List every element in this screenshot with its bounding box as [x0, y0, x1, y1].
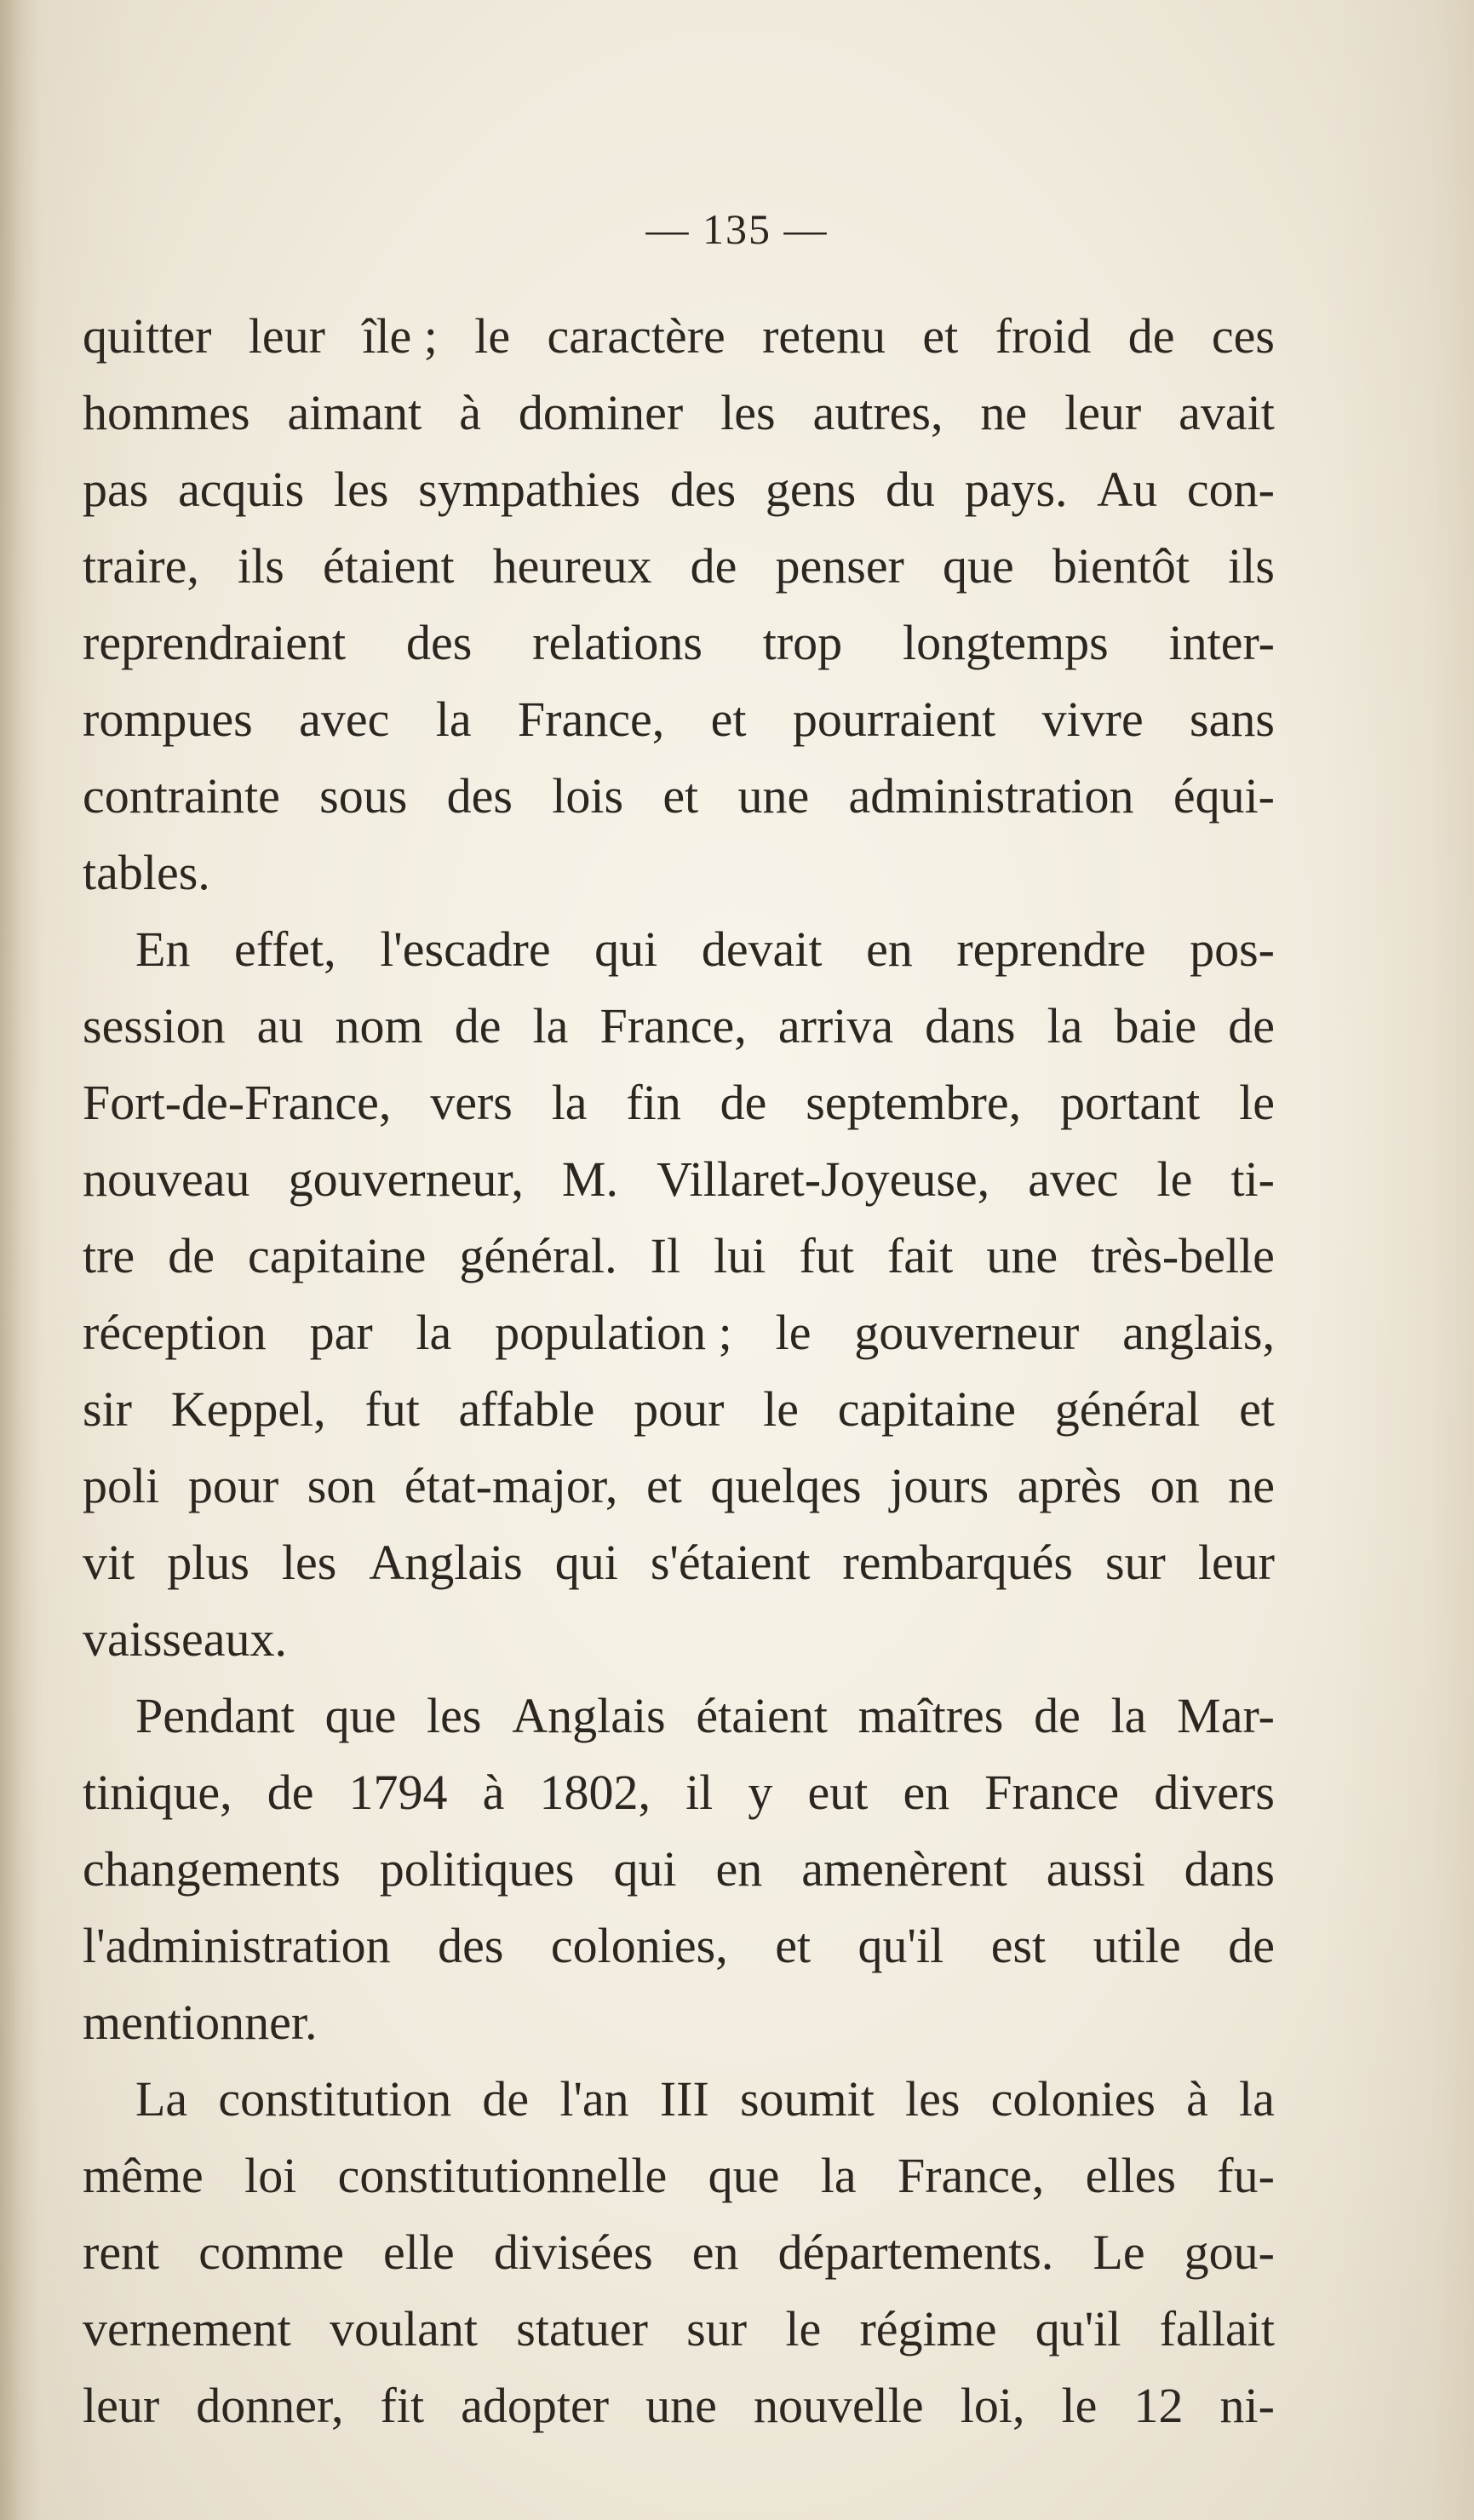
word: et [645, 1458, 682, 1513]
word: 1794 [348, 1765, 448, 1820]
word: Keppel, [170, 1381, 326, 1437]
word: la [1047, 998, 1083, 1053]
word: en [903, 1765, 950, 1820]
word: fin [626, 1075, 681, 1130]
word: voulant [330, 2301, 479, 2356]
word: une [737, 768, 810, 824]
word: Fort-de-France, [83, 1075, 392, 1130]
word: devait [701, 921, 823, 977]
word: eut [807, 1765, 869, 1820]
word: vaisseaux. [83, 1611, 287, 1667]
word: fit [380, 2378, 425, 2433]
word: sans [1190, 692, 1275, 747]
word: pour [634, 1381, 725, 1437]
word: des [446, 768, 513, 824]
word: vit [83, 1535, 135, 1590]
word: le [1156, 1151, 1193, 1207]
word: que [943, 538, 1014, 594]
word: maîtres [857, 1688, 1004, 1743]
word: loi, [960, 2378, 1025, 2433]
word: con- [1186, 462, 1275, 517]
word: le [1239, 1075, 1275, 1130]
word: leur [248, 308, 325, 364]
word: reprendraient [83, 615, 347, 670]
word: leur [83, 2378, 160, 2433]
word: fut [364, 1381, 420, 1437]
word: ti- [1230, 1151, 1275, 1207]
word: fallait [1159, 2301, 1275, 2356]
word: île ; [362, 308, 438, 364]
word: baie [1114, 998, 1197, 1053]
word: gou- [1184, 2224, 1275, 2280]
word: vers [430, 1075, 513, 1130]
word: en [866, 921, 913, 977]
word: et [775, 1918, 812, 1973]
word: elles [1085, 2148, 1176, 2203]
text-line [83, 1294, 1275, 1371]
word: avait [1179, 385, 1275, 440]
text-line [83, 1908, 1275, 1984]
word: son [307, 1458, 376, 1513]
word: de [454, 998, 502, 1053]
word: pourraient [792, 692, 996, 747]
word: lois [552, 768, 624, 824]
text-line [83, 988, 1275, 1065]
word: tables. [83, 845, 210, 900]
word: septembre, [806, 1075, 1022, 1130]
word: lui [714, 1228, 766, 1283]
word: du [885, 462, 935, 517]
word: elle [383, 2224, 455, 2280]
word: des [669, 462, 737, 517]
page-gutter-shadow [0, 0, 39, 2520]
word: de [1127, 308, 1175, 364]
word: acquis [178, 462, 305, 517]
word: pas [83, 462, 149, 517]
word: vivre [1041, 692, 1144, 747]
word: l'administration [83, 1918, 391, 1973]
word: sympathies [418, 462, 641, 517]
text-line [83, 2138, 1275, 2214]
word: par [309, 1305, 373, 1360]
word: fu- [1217, 2148, 1275, 2203]
text-line [83, 2291, 1275, 2368]
word: fait [886, 1228, 954, 1283]
text-line [83, 2214, 1275, 2291]
word: le [1061, 2378, 1098, 2433]
word: équi- [1173, 768, 1275, 824]
word: 1802, [539, 1765, 651, 1820]
word: heureux [492, 538, 652, 594]
word: tinique, [83, 1765, 232, 1820]
word: les [427, 1688, 482, 1743]
word: des [438, 1918, 504, 1973]
word: bientôt [1052, 538, 1190, 594]
word: et [710, 692, 747, 747]
word: Au [1097, 462, 1158, 517]
text-line [83, 605, 1275, 681]
word: de [1228, 998, 1275, 1053]
text-line [83, 2061, 1275, 2138]
word: quelqes [710, 1458, 862, 1513]
word: qui [554, 1535, 618, 1590]
word: effet, [233, 921, 336, 977]
word: Pendant [135, 1688, 295, 1743]
word: de [168, 1228, 215, 1283]
text-line [83, 835, 1275, 911]
word: traire, [83, 538, 199, 594]
word: soumit [739, 2071, 875, 2127]
word: et [1239, 1381, 1275, 1437]
word: capitaine [248, 1228, 427, 1283]
word: et [922, 308, 959, 364]
word: très-belle [1091, 1228, 1275, 1283]
word: amenèrent [801, 1841, 1007, 1897]
word: constitution [218, 2071, 452, 2127]
word: état-major, [404, 1458, 618, 1513]
word: la [416, 1305, 452, 1360]
word: étaient [696, 1688, 828, 1743]
word: qui [613, 1841, 677, 1897]
word: relations [532, 615, 703, 670]
word: une [986, 1228, 1058, 1283]
word: on [1150, 1458, 1200, 1513]
word: de [267, 1765, 314, 1820]
word: sous [319, 768, 408, 824]
word: comme [198, 2224, 344, 2280]
word: Le [1093, 2224, 1145, 2280]
text-line [83, 451, 1275, 528]
word: gouverneur [854, 1305, 1080, 1360]
word: à [459, 385, 481, 440]
word: dominer [518, 385, 684, 440]
word: France, [517, 692, 665, 747]
word: France [984, 1765, 1120, 1820]
word: de [482, 2071, 530, 2127]
word: session [83, 998, 226, 1053]
word: ils [1228, 538, 1275, 594]
word: les [281, 1535, 337, 1590]
word: départements. [777, 2224, 1054, 2280]
text-line [83, 1678, 1275, 1754]
text-line [83, 758, 1275, 835]
word: tre [83, 1228, 135, 1283]
word: La [135, 2071, 188, 2127]
word: plus [167, 1535, 249, 1590]
word: à [482, 1765, 505, 1820]
word: général. [459, 1228, 617, 1283]
word: qui [594, 921, 658, 977]
word: général [1054, 1381, 1201, 1437]
word: l'escadre [380, 921, 551, 977]
word: nouvelle [753, 2378, 924, 2433]
word: statuer [516, 2301, 648, 2356]
word: que [324, 1688, 397, 1743]
word: au [256, 998, 304, 1053]
word: anglais, [1122, 1305, 1275, 1360]
word: France, [599, 998, 747, 1053]
word: étaient [322, 538, 455, 594]
word: après [1017, 1458, 1122, 1513]
word: leur [1064, 385, 1142, 440]
word: fut [799, 1228, 854, 1283]
word: M. [561, 1151, 618, 1207]
word: le [474, 308, 511, 364]
text-line [83, 1218, 1275, 1294]
text-line [83, 1065, 1275, 1141]
word: réception [83, 1305, 267, 1360]
text-line [83, 1141, 1275, 1218]
word: pays. [964, 462, 1068, 517]
word: une [645, 2378, 717, 2433]
word: changements [83, 1841, 341, 1897]
word: de [1228, 1918, 1275, 1973]
word: mentionner. [83, 1995, 318, 2050]
word: de [1034, 1688, 1081, 1743]
word: rompues [83, 692, 253, 747]
text-line [83, 2368, 1275, 2444]
word: gouverneur, [288, 1151, 524, 1207]
word: que [708, 2148, 780, 2203]
word: capitaine [837, 1381, 1017, 1437]
word: reprendre [956, 921, 1146, 977]
word: qu'il [857, 1918, 944, 1973]
word: sur [686, 2301, 748, 2356]
body-text [83, 298, 1275, 2444]
word: leur [1197, 1535, 1275, 1590]
word: froid [995, 308, 1092, 364]
page-number: — 135 — [645, 205, 829, 253]
word: penser [775, 538, 904, 594]
word: le [775, 1305, 812, 1360]
word: Anglais [512, 1688, 666, 1743]
word: en [691, 2224, 739, 2280]
word: Anglais [369, 1535, 523, 1590]
word: loi [244, 2148, 297, 2203]
word: la [1110, 1688, 1147, 1743]
word: politiques [379, 1841, 575, 1897]
word: affable [458, 1381, 595, 1437]
word: divers [1154, 1765, 1275, 1820]
word: sur [1104, 1535, 1166, 1590]
word: les [905, 2071, 961, 2127]
text-line [83, 1601, 1275, 1678]
word: l'an [559, 2071, 629, 2127]
word: à [1186, 2071, 1208, 2127]
word: population ; [495, 1305, 732, 1360]
word: aussi [1046, 1841, 1145, 1897]
word: le [785, 2301, 822, 2356]
word: utile [1093, 1918, 1181, 1973]
word: trop [762, 615, 843, 670]
word: poli [83, 1458, 160, 1513]
word: avec [1028, 1151, 1119, 1207]
word: longtemps [903, 615, 1109, 670]
word: donner, [196, 2378, 344, 2433]
word: s'étaient [650, 1535, 811, 1590]
word: colonies, [550, 1918, 728, 1973]
text-line [83, 1371, 1275, 1448]
word: quitter [83, 308, 212, 364]
word: la [820, 2148, 857, 2203]
word: des [406, 615, 473, 670]
text-line [83, 528, 1275, 605]
word: y [748, 1765, 773, 1820]
word: autres, [812, 385, 943, 440]
word: pos- [1190, 921, 1275, 977]
word: les [333, 462, 389, 517]
word: dans [925, 998, 1016, 1053]
word: Il [650, 1228, 681, 1283]
word: retenu [762, 308, 886, 364]
word: adopter [461, 2378, 610, 2433]
word: en [715, 1841, 763, 1897]
word: ne [1228, 1458, 1275, 1513]
word: constitutionnelle [337, 2148, 668, 2203]
word: rembarqués [842, 1535, 1073, 1590]
word: ni- [1219, 2378, 1275, 2433]
text-line [83, 1984, 1275, 2061]
word: vernement [83, 2301, 291, 2356]
word: France, [897, 2148, 1045, 2203]
word: rent [83, 2224, 160, 2280]
word: pour [187, 1458, 279, 1513]
word: la [551, 1075, 588, 1130]
word: aimant [287, 385, 422, 440]
word: nom [335, 998, 423, 1053]
text-line [83, 911, 1275, 988]
word: nouveau [83, 1151, 250, 1207]
word: contrainte [83, 768, 280, 824]
word: ne [980, 385, 1028, 440]
word: le [763, 1381, 799, 1437]
word: la [532, 998, 569, 1053]
word: avec [299, 692, 390, 747]
word: ils [237, 538, 284, 594]
word: qu'il [1035, 2301, 1121, 2356]
text-line [83, 1831, 1275, 1908]
word: administration [848, 768, 1134, 824]
word: et [662, 768, 699, 824]
word: ces [1211, 308, 1275, 364]
word: les [720, 385, 776, 440]
word: gens [765, 462, 857, 517]
word: portant [1059, 1075, 1201, 1130]
word: sir [83, 1381, 132, 1437]
word: divisées [493, 2224, 653, 2280]
text-line [83, 1448, 1275, 1524]
word: jours [890, 1458, 989, 1513]
word: même [83, 2148, 204, 2203]
word: III [659, 2071, 709, 2127]
word: En [135, 921, 191, 977]
word: régime [859, 2301, 997, 2356]
text-line [83, 681, 1275, 758]
word: de [690, 538, 737, 594]
word: la [435, 692, 472, 747]
word: Mar- [1177, 1688, 1275, 1743]
word: 12 [1133, 2378, 1184, 2433]
word: Villaret-Joyeuse, [657, 1151, 990, 1207]
word: dans [1184, 1841, 1275, 1897]
word: caractère [547, 308, 726, 364]
word: est [990, 1918, 1047, 1973]
word: inter- [1168, 615, 1275, 670]
word: colonies [990, 2071, 1156, 2127]
text-line [83, 1754, 1275, 1831]
text-line [83, 1524, 1275, 1601]
word: hommes [83, 385, 250, 440]
word: de [720, 1075, 767, 1130]
word: il [685, 1765, 714, 1820]
word: la [1239, 2071, 1275, 2127]
text-line [83, 375, 1275, 451]
word: arriva [777, 998, 894, 1053]
text-line [83, 298, 1275, 375]
